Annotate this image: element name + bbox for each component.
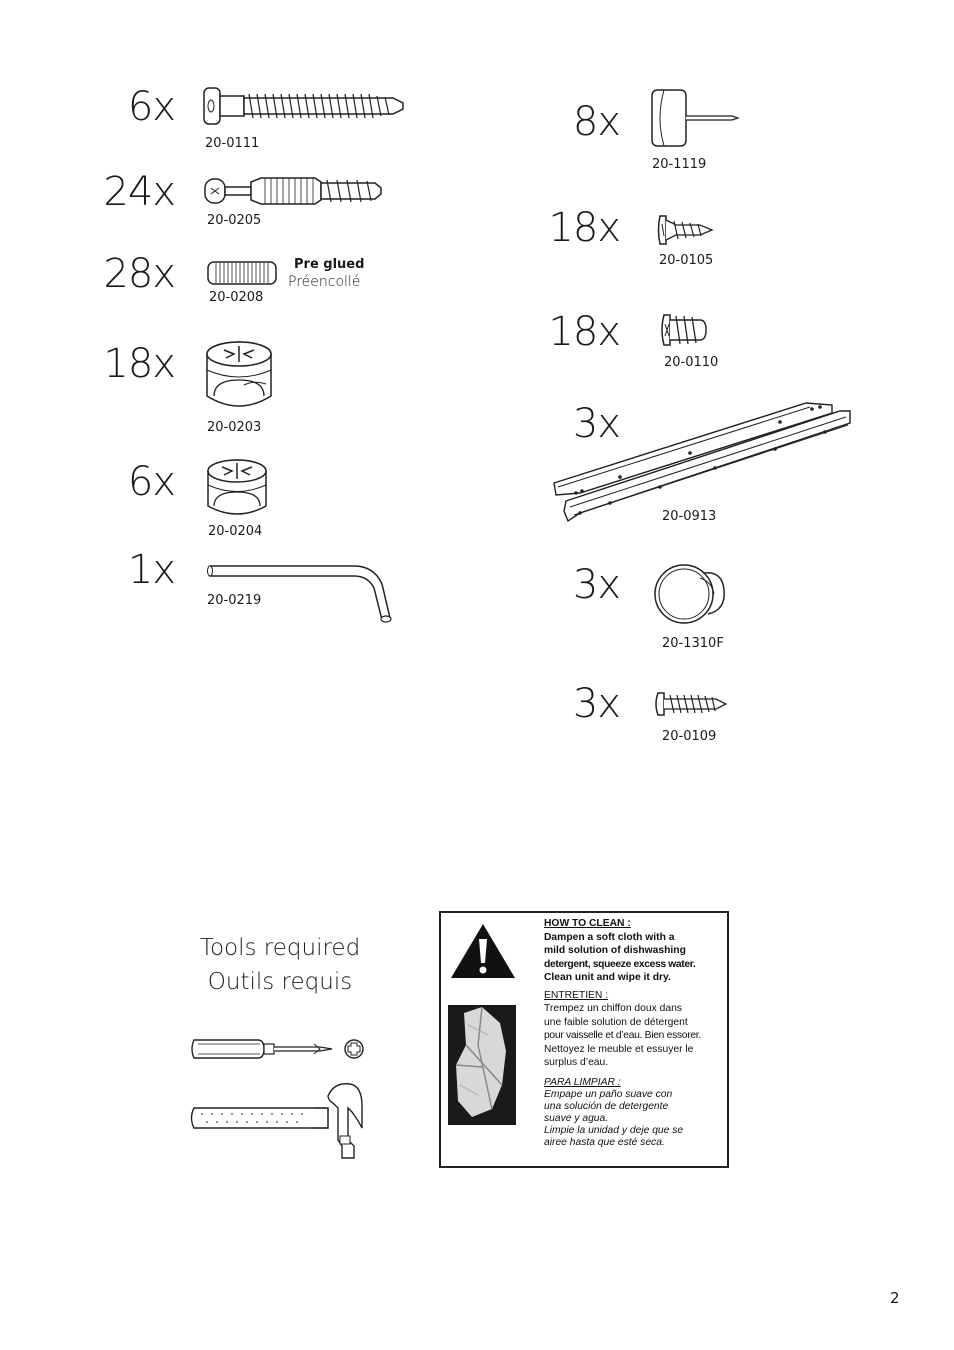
connector-bolt-icon (203, 86, 408, 126)
phillips-screwdriver-icon (188, 1036, 368, 1062)
cam-dowel-icon (203, 172, 388, 210)
fr-line: Nettoyez le meuble et essuyer le (544, 1043, 694, 1055)
knob-icon (652, 560, 728, 626)
cleaning-text (544, 917, 724, 1149)
fr-heading: ENTRETIEN : (544, 989, 609, 1001)
part-code: 20-0109 (662, 729, 717, 744)
page-number: 2 (890, 1289, 900, 1307)
part-quantity: 1x (127, 547, 175, 593)
cam-lock-small-icon (204, 458, 270, 520)
preencolle-note: Préencollé (288, 274, 361, 290)
cloth-icon (448, 1005, 516, 1125)
part-quantity: 24x (103, 169, 175, 215)
part-quantity: 18x (548, 309, 620, 355)
part-quantity: 8x (572, 99, 620, 145)
part-code: 20-0204 (208, 524, 263, 539)
fr-line: une faible solution de détergent (544, 1016, 688, 1028)
short-screw-icon (656, 214, 716, 246)
part-code: 20-0110 (664, 355, 719, 370)
euro-screw-icon (660, 312, 710, 348)
part-code: 20-1119 (652, 157, 707, 172)
hammer-icon (188, 1080, 368, 1162)
en-heading: HOW TO CLEAN : (544, 918, 631, 929)
part-quantity: 18x (103, 341, 175, 387)
es-line: Empape un paño suave con (544, 1089, 673, 1100)
en-line: detergent, squeeze excess water. (544, 958, 696, 970)
part-code: 20-0219 (207, 593, 262, 608)
part-quantity: 3x (572, 562, 620, 608)
part-quantity: 3x (572, 681, 620, 727)
part-quantity: 28x (103, 251, 175, 297)
part-code: 20-0203 (207, 420, 262, 435)
nail-glide-icon (650, 86, 742, 150)
part-quantity: 6x (127, 84, 175, 130)
wood-dowel-icon (206, 260, 278, 286)
en-line: mild solution of dishwashing (544, 945, 686, 956)
fr-line: pour vaisselle et d’eau. Bien essorer. (544, 1030, 701, 1041)
es-line: suave y agua. (544, 1113, 609, 1124)
part-code: 20-0105 (659, 253, 714, 268)
tools-title-en: Tools required (199, 935, 361, 961)
es-line: airee hasta que esté seca. (544, 1137, 665, 1148)
pre-glued-note: Pre glued (294, 257, 365, 272)
part-code: 20-0205 (207, 213, 262, 228)
part-code: 20-0913 (662, 509, 717, 524)
cleaning-instructions-box (439, 911, 729, 1168)
en-line: Clean unit and wipe it dry. (544, 972, 671, 983)
part-code: 20-0111 (205, 136, 260, 151)
cam-lock-icon (204, 340, 274, 412)
part-quantity: 3x (572, 401, 620, 447)
long-screw-icon (654, 690, 730, 718)
es-line: una solución de detergente (544, 1101, 669, 1112)
es-heading: PARA LIMPIAR : (544, 1076, 621, 1088)
tools-title-fr: Outils requis (207, 969, 353, 995)
part-code: 20-1310F (662, 636, 724, 651)
part-quantity: 18x (548, 205, 620, 251)
es-line: Limpie la unidad y deje que se (544, 1125, 684, 1136)
en-line: Dampen a soft cloth with a (544, 931, 675, 943)
fr-line: surplus d’eau. (544, 1057, 609, 1068)
part-code: 20-0208 (209, 290, 264, 305)
warning-icon (449, 921, 517, 981)
fr-line: Trempez un chiffon doux dans (544, 1003, 682, 1014)
part-quantity: 6x (127, 459, 175, 505)
